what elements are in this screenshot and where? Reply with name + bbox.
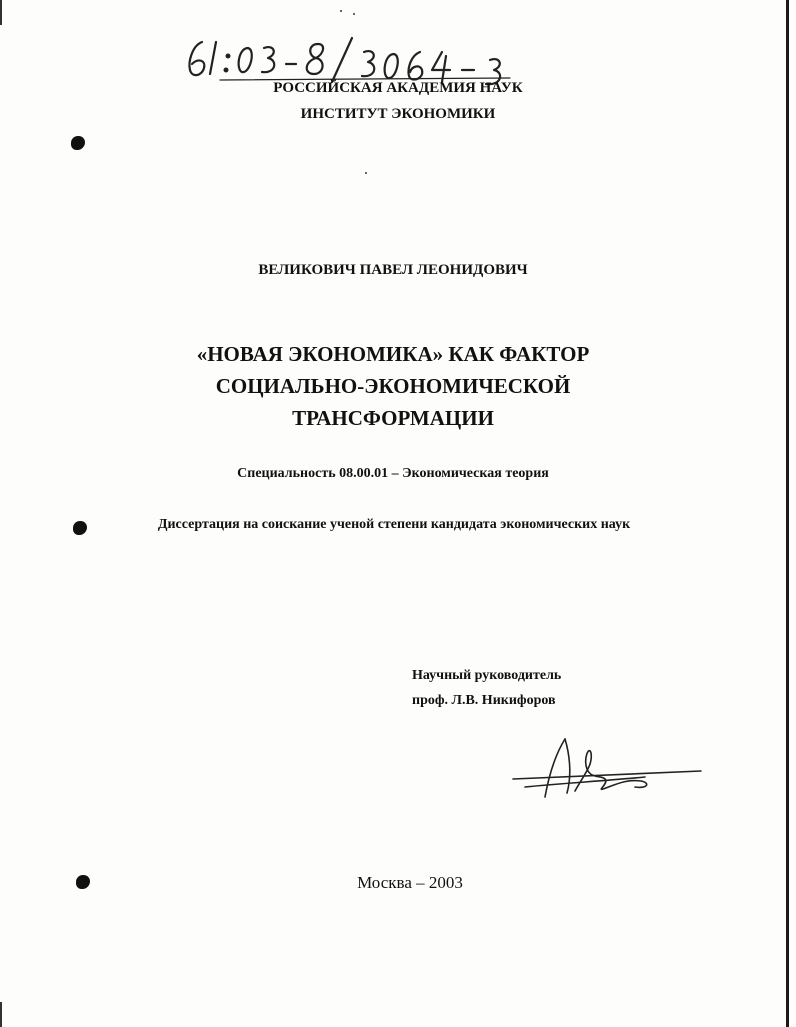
author-name: ВЕЛИКОВИЧ ПАВЕЛ ЛЕОНИДОВИЧ	[258, 262, 528, 278]
scan-edge-left-top	[0, 0, 2, 25]
advisor-signature	[505, 735, 705, 805]
binding-hole-mark	[71, 136, 85, 150]
title-line-1: «НОВАЯ ЭКОНОМИКА» КАК ФАКТОР	[196, 342, 590, 366]
degree-line: Диссертация на соискание ученой степени кандидата экономических наук	[157, 517, 631, 532]
advisor-name: проф. Л.В. Никифоров	[412, 693, 556, 708]
title-line-2: СОЦИАЛЬНО-ЭКОНОМИЧЕСКОЙ	[215, 374, 571, 398]
institution-institute: ИНСТИТУТ ЭКОНОМИКИ	[300, 106, 496, 122]
scan-speck	[365, 172, 367, 174]
place-and-year: Москва – 2003	[357, 873, 463, 892]
scan-edge-left-bottom	[0, 1002, 2, 1027]
scan-speck	[353, 13, 355, 15]
advisor-label: Научный руководитель	[412, 668, 562, 683]
scan-speck	[340, 10, 342, 12]
institution-academy: РОССИЙСКАЯ АКАДЕМИЯ НАУК	[273, 80, 523, 96]
title-line-3: ТРАНСФОРМАЦИИ	[292, 406, 494, 430]
dissertation-title	[0, 338, 791, 434]
specialty-line: Специальность 08.00.01 – Экономическая теория	[237, 466, 549, 481]
